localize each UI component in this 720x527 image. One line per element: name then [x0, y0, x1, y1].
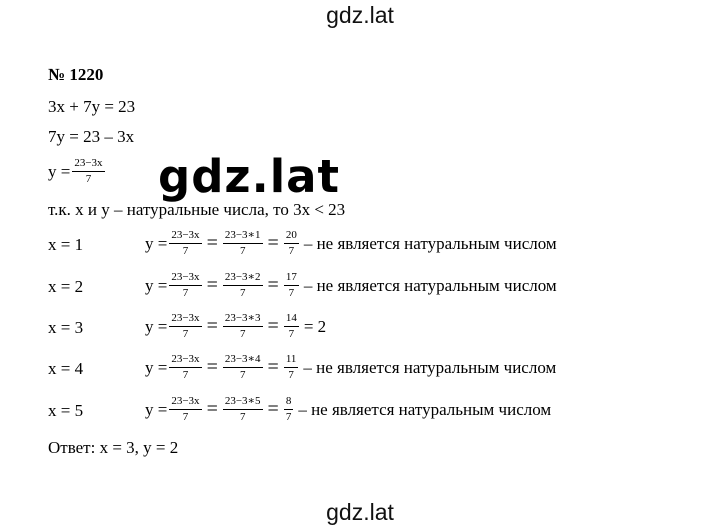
- y-equals-label: y =: [145, 357, 168, 377]
- equation-line-3: [48, 158, 107, 185]
- equation-line-1: 3x + 7y = 23: [48, 97, 136, 116]
- fraction-denominator: 7: [288, 327, 295, 340]
- fraction: [223, 396, 263, 423]
- fraction-numerator: 23−3x: [169, 272, 201, 286]
- equals-sign: =: [206, 274, 218, 297]
- case-y-expression: [145, 396, 554, 423]
- fraction: [284, 354, 299, 381]
- y-equals-label: y =: [145, 399, 168, 419]
- fraction-numerator: 14: [284, 313, 299, 327]
- fraction-numerator: 23−3∗5: [223, 396, 263, 410]
- equals-sign: =: [267, 232, 279, 255]
- watermark-top: gdz.lat: [326, 2, 394, 28]
- fraction-denominator: 7: [239, 327, 246, 340]
- watermark-bottom: gdz.lat: [326, 499, 394, 525]
- fraction-denominator: 7: [182, 327, 189, 340]
- fraction-numerator: 11: [284, 354, 299, 368]
- fraction: [223, 313, 263, 340]
- fraction-numerator: 17: [284, 272, 299, 286]
- fraction: [169, 354, 201, 381]
- equals-sign: =: [206, 315, 218, 338]
- fraction-denominator: 7: [288, 368, 294, 381]
- case-x-value: x = 4: [48, 359, 84, 378]
- equals-sign: =: [267, 356, 279, 379]
- fraction-denominator: 7: [239, 368, 246, 381]
- fraction-denominator: 7: [182, 368, 189, 381]
- fraction-numerator: 8: [284, 396, 294, 410]
- case-y-expression: [145, 230, 560, 257]
- fraction: [169, 396, 201, 423]
- problem-number: № 1220: [48, 65, 104, 84]
- case-conclusion: = 2: [303, 316, 327, 336]
- fraction-denominator: 7: [288, 244, 295, 257]
- watermark-center: gdz.lat: [158, 150, 341, 203]
- fraction: [223, 272, 263, 299]
- y-equals-label: y =: [145, 316, 168, 336]
- fraction: [284, 272, 299, 299]
- fraction-numerator: 23−3∗4: [223, 354, 263, 368]
- fraction: [284, 313, 299, 340]
- fraction-denominator: 7: [85, 172, 92, 185]
- case-conclusion: – не является натуральным числом: [303, 275, 557, 295]
- fraction-numerator: 23−3x: [169, 313, 201, 327]
- y-equals-label: y =: [145, 275, 168, 295]
- case-x-value: x = 5: [48, 401, 84, 420]
- fraction: [223, 230, 263, 257]
- fraction-numerator: 20: [284, 230, 299, 244]
- equals-sign: =: [267, 315, 279, 338]
- y-equals-label: y =: [145, 233, 168, 253]
- case-x-value: x = 3: [48, 318, 84, 337]
- case-x-value: x = 1: [48, 235, 84, 254]
- fraction-denominator: 7: [239, 244, 246, 257]
- fraction-denominator: 7: [182, 286, 189, 299]
- fraction-numerator: 23−3x: [169, 396, 201, 410]
- fraction-numerator: 23−3x: [169, 230, 201, 244]
- equation-line-2: 7y = 23 – 3x: [48, 127, 135, 146]
- base-fraction: [72, 158, 104, 185]
- fraction-denominator: 7: [285, 410, 292, 423]
- equals-sign: =: [206, 356, 218, 379]
- case-conclusion: – не является натуральным числом: [298, 399, 552, 419]
- fraction-denominator: 7: [288, 286, 295, 299]
- equals-sign: =: [206, 398, 218, 421]
- fraction: [284, 396, 294, 423]
- fraction-denominator: 7: [182, 244, 189, 257]
- equals-sign: =: [206, 232, 218, 255]
- case-x-value: x = 2: [48, 277, 84, 296]
- equals-sign: =: [267, 274, 279, 297]
- fraction-numerator: 23−3∗2: [223, 272, 263, 286]
- fraction-denominator: 7: [182, 410, 189, 423]
- equals-sign: =: [267, 398, 279, 421]
- fraction: [284, 230, 299, 257]
- fraction: [169, 230, 201, 257]
- fraction-numerator: 23−3∗1: [223, 230, 263, 244]
- answer-line: Ответ: x = 3, y = 2: [48, 438, 179, 457]
- fraction-denominator: 7: [239, 286, 246, 299]
- case-conclusion: – не является натуральным числом: [303, 357, 557, 377]
- condition-line: т.к. x и y – натуральные числа, то 3x < 23: [48, 200, 346, 219]
- fraction-numerator: 23−3x: [72, 158, 104, 172]
- case-y-expression: [145, 354, 559, 381]
- y-equals-label: y =: [48, 162, 71, 182]
- case-conclusion: – не является натуральным числом: [303, 233, 557, 253]
- fraction-numerator: 23−3x: [169, 354, 201, 368]
- case-y-expression: [145, 272, 560, 299]
- case-y-expression: [145, 313, 329, 340]
- fraction: [223, 354, 263, 381]
- fraction-denominator: 7: [239, 410, 246, 423]
- fraction-numerator: 23−3∗3: [223, 313, 263, 327]
- fraction: [169, 272, 201, 299]
- fraction: [169, 313, 201, 340]
